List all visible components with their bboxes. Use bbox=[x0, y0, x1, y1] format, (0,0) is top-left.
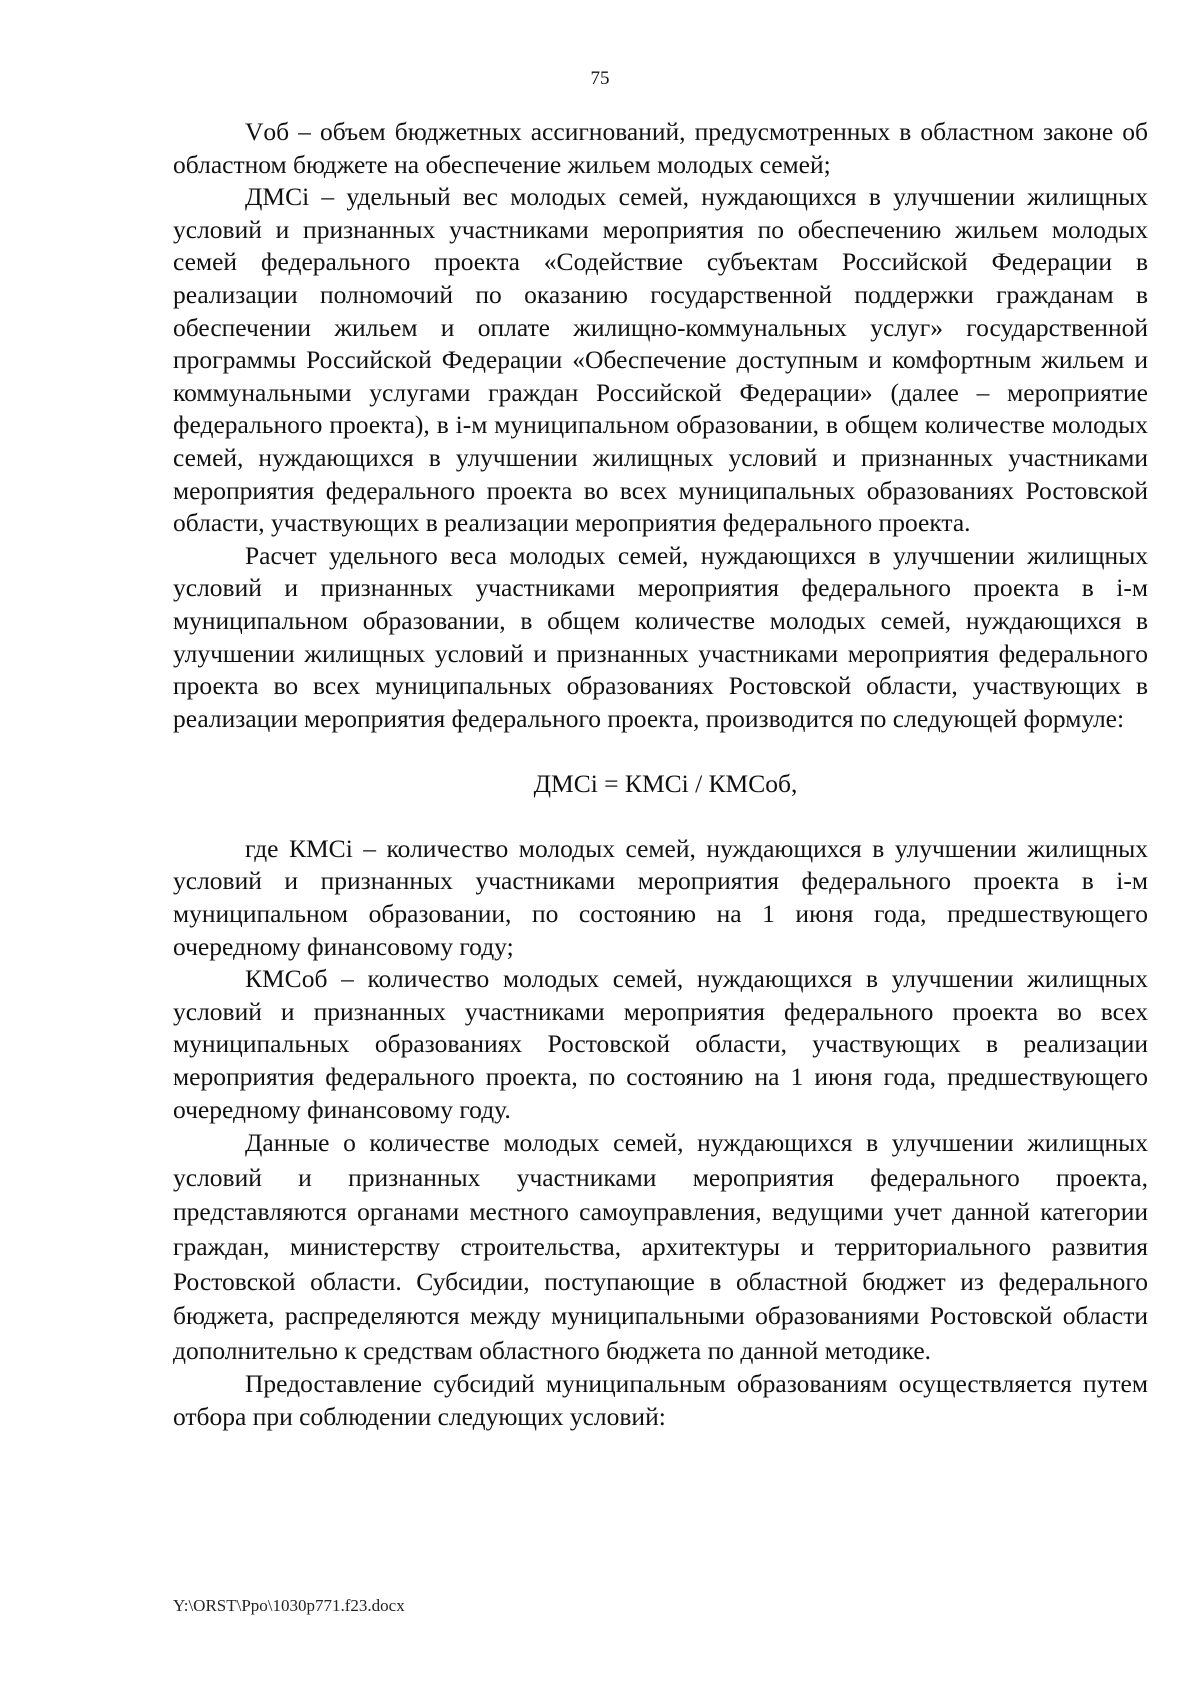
paragraph-data-submission: Данные о количестве молодых семей, нуждающихся в улучшении жилищных условий и признанных участниками мероприятия федерального проекта, представляются органами местного самоуправления, ведущими учет данной категории граждан, министерству строительства, архитектуры и территориального развития Ростовской области. Субсидии, поступающие в областной бюджет из федерального бюджета, распределяются между муниципальными образованиями Ростовской области дополнительно к средствам областного бюджета по данной методике. bbox=[173, 1128, 1148, 1365]
page-number: 75 bbox=[590, 68, 610, 89]
paragraph-kmsi-definition: где КМСi – количество молодых семей, нуждающихся в улучшении жилищных условий и признанных участниками мероприятия федерального проекта в i-м муниципальном образовании, по состоянию на 1 июня года, предшествующего очередному финансовому году; bbox=[173, 833, 1148, 961]
paragraph-calculation-intro: Расчет удельного веса молодых семей, нуждающихся в улучшении жилищных условий и признанных участниками мероприятия федерального проекта в i-м муниципальном образовании, в общем количестве молодых семей, нуждающихся в улучшении жилищных условий и признанных участниками мероприятия федерального проекта во всех муниципальных образованиях Ростовской области, участвующих в реализации мероприятия федерального проекта, производится по следующей формуле: bbox=[173, 540, 1148, 733]
paragraph-dmsi-definition: ДМСi – удельный вес молодых семей, нуждающихся в улучшении жилищных условий и признанных участниками мероприятия по обеспечению жильем молодых семей федерального проекта «Содействие субъектам Российской Федерации в реализации полномочий по оказанию государственной поддержки гражданам в обеспечении жильем и оплате жилищно-коммунальных услуг» государственной программы Российской Федерации «Обеспечение доступным и комфортным жильем и коммунальными услугами граждан Российской Федерации» (далее – мероприятие федерального проекта), в i-м муниципальном образовании, в общем количестве молодых семей, нуждающихся в улучшении жилищных условий и признанных участниками мероприятия федерального проекта во всех муниципальных образованиях Ростовской области, участвующих в реализации мероприятия федерального проекта. bbox=[173, 182, 1148, 538]
formula: ДМСi = КМСi / КМСоб, bbox=[533, 769, 798, 799]
paragraph-kmsob-definition: КМСоб – количество молодых семей, нуждающихся в улучшении жилищных условий и признанных участниками мероприятия федерального проекта во всех муниципальных образованиях Ростовской области, участвующих в реализации мероприятия федерального проекта, по состоянию на 1 июня года, предшествующего очередному финансовому году. bbox=[173, 964, 1148, 1124]
document-body bbox=[173, 116, 1148, 1434]
file-path-footer: Y:\ORST\Ppo\1030p771.f23.docx bbox=[173, 1596, 405, 1615]
paragraph-subsidy-conditions: Предоставление субсидий муниципальным образованиям осуществляется путем отбора при соблюдении следующих условий: bbox=[173, 1369, 1148, 1431]
paragraph-vob-definition: Vоб – объем бюджетных ассигнований, предусмотренных в областном законе об областном бюджете на обеспечение жильем молодых семей; bbox=[173, 117, 1148, 179]
